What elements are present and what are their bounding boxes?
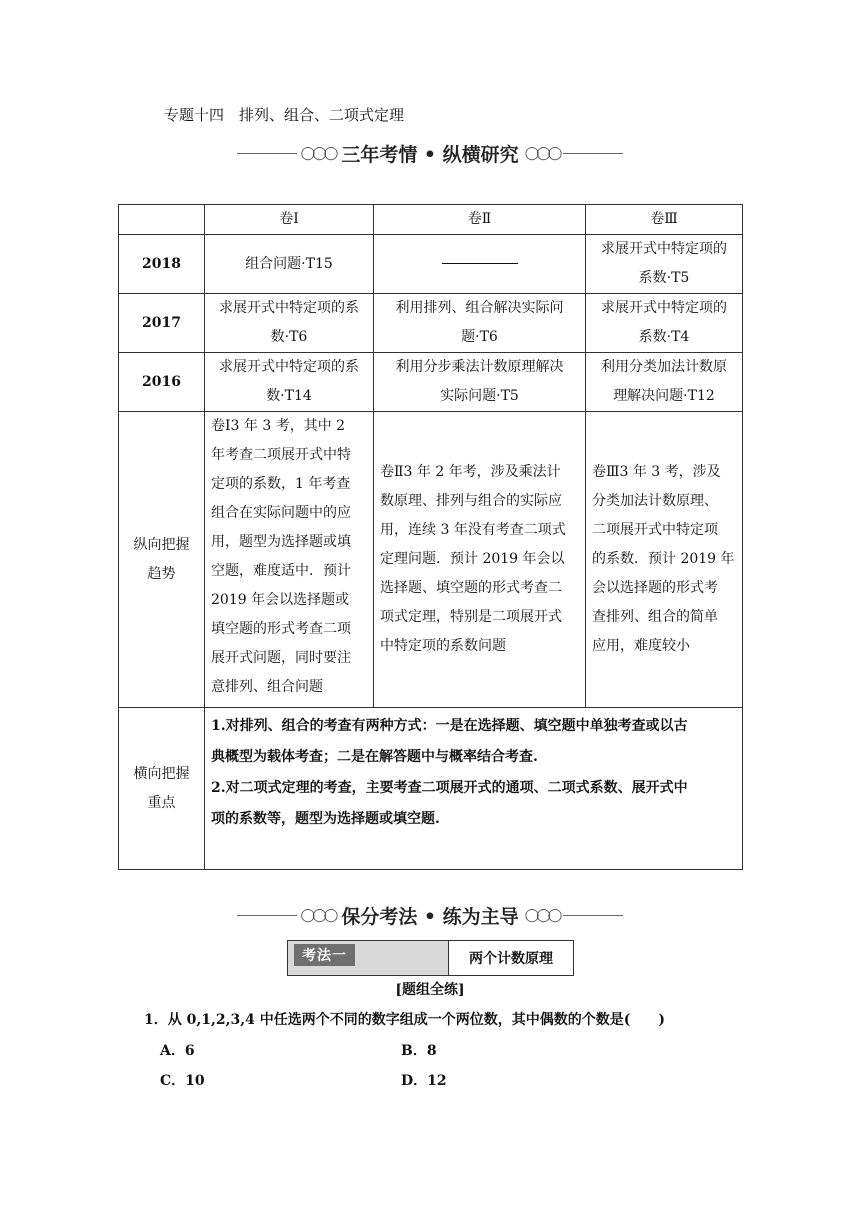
- trend-label: [119, 412, 205, 708]
- cell-text: 定理问题．预计 2019 年会以: [380, 551, 565, 567]
- cell-text: 中特定项的系数问题: [380, 638, 506, 654]
- cell-text: 数·T14: [266, 388, 312, 404]
- cell-text: 选择题、填空题的形式考查二: [380, 580, 562, 596]
- focus-content: [205, 708, 743, 870]
- banner-title: 三年考情 • 纵横研究: [341, 144, 519, 166]
- option-a: A．6: [160, 1043, 195, 1059]
- method-tag-title: 两个计数原理: [469, 951, 553, 967]
- cell-text: 项式定理，特别是二项展开式: [380, 609, 562, 625]
- banner-line-left: [237, 915, 297, 916]
- cell-text: 用，连续 3 年没有考查二项式: [380, 522, 566, 538]
- chain-ornament-icon: ◯◯◯: [524, 146, 560, 161]
- table-cell: [586, 235, 743, 294]
- cell-text: 利用分类加法计数原: [601, 359, 727, 375]
- blank-dash: [442, 263, 518, 264]
- cell-text: 查排列、组合的简单: [592, 609, 718, 625]
- cell-text: 求展开式中特定项的: [601, 241, 727, 257]
- focus-row: [119, 708, 743, 870]
- banner-line-left: [237, 153, 297, 154]
- focus-line: 1.对排列、组合的考查有两种方式：一是在选择题、填空题中单独考查或以古: [211, 718, 688, 734]
- table-cell: [374, 294, 586, 353]
- cell-text: 利用排列、组合解决实际问: [395, 300, 564, 316]
- table-cell: [205, 235, 374, 294]
- header-cell: 卷Ⅲ: [586, 205, 743, 235]
- focus-line: 项的系数等，题型为选择题或填空题.: [211, 811, 440, 827]
- header-cell: 卷Ⅱ: [374, 205, 586, 235]
- focus-line: 典概型为载体考查；二是在解答题中与概率结合考查.: [211, 749, 538, 765]
- header-cell: [119, 205, 205, 235]
- option-c: C．10: [160, 1073, 205, 1089]
- cell-text: 求展开式中特定项的系: [219, 359, 359, 375]
- cell-text: 数·T6: [270, 329, 308, 345]
- cell-text: 卷Ⅱ3 年 2 年考，涉及乘法计: [380, 464, 561, 480]
- cell-text: 分类加法计数原理、: [592, 493, 718, 509]
- chain-ornament-icon: ◯◯◯: [524, 908, 560, 923]
- table-row: [119, 353, 743, 412]
- table-cell: [374, 353, 586, 412]
- method-tag: [287, 940, 574, 976]
- method-tag-label-box: [288, 941, 449, 975]
- chain-ornament-icon: ◯◯◯: [300, 146, 336, 161]
- table-cell: [586, 353, 743, 412]
- exam-analysis-table: [118, 204, 743, 870]
- year-cell: 2016: [119, 353, 205, 412]
- header-cell: 卷Ⅰ: [205, 205, 374, 235]
- cell-text: 会以选择题的形式考: [592, 580, 718, 596]
- table-header-row: [119, 205, 743, 235]
- cell-text: 定项的系数，1 年考查: [211, 476, 351, 492]
- topic-title: 专题十四 排列、组合、二项式定理: [164, 106, 405, 124]
- cell-text: 2019 年会以选择题或: [211, 592, 350, 608]
- table-row: [119, 294, 743, 353]
- cell-text: 数原理、排列与组合的实际应: [380, 493, 562, 509]
- year-cell: 2017: [119, 294, 205, 353]
- cell-text: 卷Ⅰ3 年 3 考，其中 2: [211, 418, 346, 434]
- question-text: 1．从 0,1,2,3,4 中任选两个不同的数字组成一个两位数，其中偶数的个数是( ): [144, 1012, 665, 1028]
- focus-line: 2.对二项式定理的考查，主要考查二项展开式的通项、二项式系数、展开式中: [211, 780, 688, 796]
- option-d: D．12: [401, 1073, 447, 1089]
- cell-text: 填空题的形式考查二项: [211, 621, 351, 637]
- cell-text: 题·T6: [461, 329, 498, 345]
- table-cell: [205, 353, 374, 412]
- cell-text: 空题，难度适中．预计: [211, 563, 351, 579]
- cell-text: 理解决问题·T12: [613, 388, 715, 404]
- option-b: B．8: [401, 1043, 437, 1059]
- cell-text: 实际问题·T5: [440, 388, 519, 404]
- cell-text: 展开式问题，同时要注: [211, 650, 351, 666]
- table-row: [119, 235, 743, 294]
- banner-line-right: [563, 153, 623, 154]
- trend-cell-2: [374, 412, 586, 708]
- cell-text: 求展开式中特定项的系: [219, 300, 359, 316]
- label-text: 横向把握: [133, 765, 190, 782]
- trend-cell-3: [586, 412, 743, 708]
- table-cell: [586, 294, 743, 353]
- section-banner-1: [0, 140, 860, 167]
- label-text: 重点: [147, 794, 176, 811]
- cell-text: 的系数．预计 2019 年: [592, 551, 735, 567]
- table-cell: [205, 294, 374, 353]
- cell-text: 系数·T5: [638, 270, 690, 286]
- cell-text: 利用分步乘法计数原理解决: [395, 359, 564, 375]
- cell-text: 组合在实际问题中的应: [211, 505, 351, 521]
- cell-text: 二项展开式中特定项: [592, 522, 718, 538]
- trend-cell-1: [205, 412, 374, 708]
- cell-text: 卷Ⅲ3 年 3 考，涉及: [592, 464, 721, 480]
- label-text: 趋势: [147, 565, 176, 582]
- chain-ornament-icon: ◯◯◯: [300, 908, 336, 923]
- cell-text: 意排列、组合问题: [211, 679, 323, 695]
- banner-title: 保分考法 • 练为主导: [341, 906, 519, 928]
- banner-line-right: [563, 915, 623, 916]
- label-text: 纵向把握: [133, 536, 190, 553]
- cell-text: 组合问题·T15: [245, 255, 333, 272]
- section-subhead: [题组全练]: [395, 982, 465, 998]
- cell-text: 用，题型为选择题或填: [211, 534, 351, 550]
- table-cell: [374, 235, 586, 294]
- section-banner-2: [0, 902, 860, 929]
- trend-row: [119, 412, 743, 708]
- focus-label: [119, 708, 205, 870]
- method-tag-label: 考法一: [294, 944, 355, 966]
- cell-text: 应用，难度较小: [592, 638, 690, 654]
- cell-text: 求展开式中特定项的: [601, 300, 727, 316]
- cell-text: 年考查二项展开式中特: [211, 447, 351, 463]
- year-cell: 2018: [119, 235, 205, 294]
- cell-text: 系数·T4: [638, 329, 690, 345]
